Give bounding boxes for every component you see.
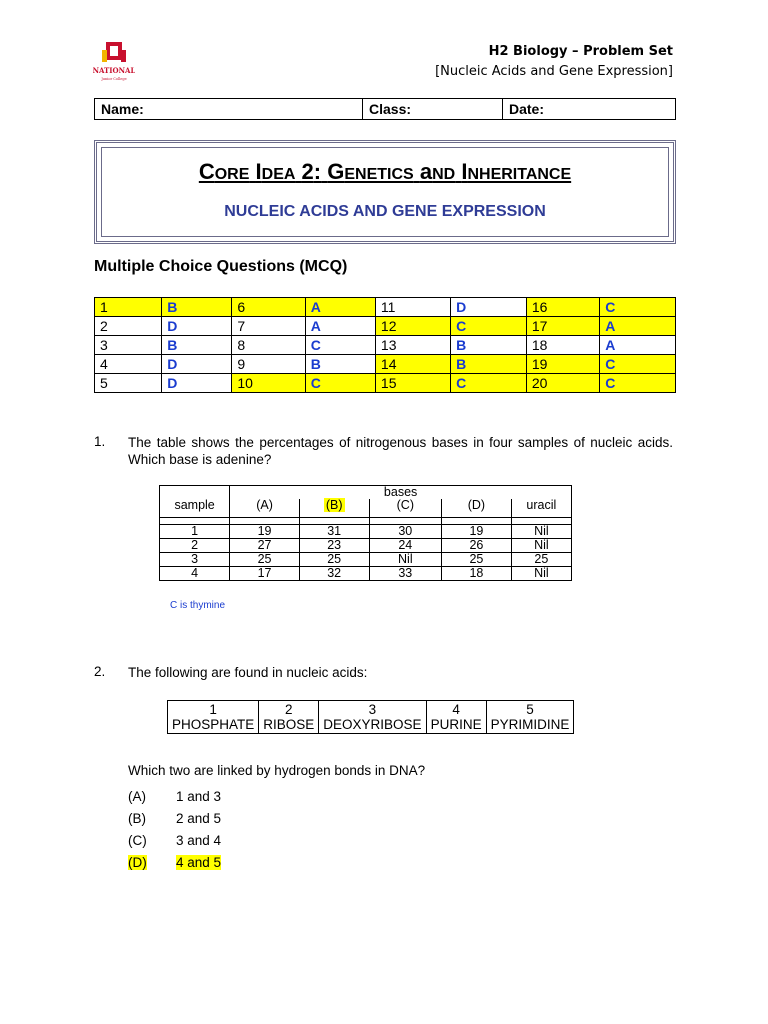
question-number-cell: 7: [232, 317, 305, 336]
answer-key-table: [94, 297, 676, 393]
answer-letter-cell: B: [162, 336, 232, 355]
core-idea-title: CORE IDEA 2: GENETICS aND INHERITANCE: [198, 159, 572, 184]
part-label: DEOXYRIBOSE: [323, 717, 422, 732]
handwritten-note: C is thymine: [170, 600, 226, 611]
part-number: 4: [452, 702, 460, 717]
answer-letter-cell: D: [451, 298, 527, 317]
bases-cell: Nil: [369, 553, 442, 567]
option-text: 4 and 5: [176, 855, 222, 870]
answer-letter-cell: B: [451, 336, 527, 355]
bases-column-header: (D): [442, 499, 512, 518]
answer-letter-cell: B: [305, 355, 375, 374]
bases-cell: 25: [511, 553, 571, 567]
part-number: 2: [285, 702, 293, 717]
part-label: RIBOSE: [263, 717, 315, 732]
bases-cell: 17: [230, 567, 300, 581]
question-number-cell: 19: [526, 355, 599, 374]
bases-cell: 27: [230, 539, 300, 553]
answer-key-row: [95, 336, 676, 355]
answer-key-row: [95, 317, 676, 336]
bases-cell: 25: [442, 553, 512, 567]
part-number: 3: [368, 702, 377, 717]
answer-letter-cell: D: [162, 374, 232, 393]
bases-cell: 30: [369, 525, 442, 539]
part-label: PYRIMIDINE: [490, 717, 570, 732]
answer-letter-cell: C: [305, 336, 375, 355]
question-number-cell: 16: [526, 298, 599, 317]
option-key: (B): [128, 811, 146, 826]
question-2-text: The following are found in nucleic acids:: [128, 665, 368, 680]
name-field: Name:: [95, 99, 363, 120]
highlighted-answer: (B): [325, 498, 343, 512]
answer-letter-cell: C: [305, 374, 375, 393]
nucleic-part-cell: [319, 701, 426, 734]
part-number: 5: [526, 702, 534, 717]
bases-cell: 4: [160, 567, 230, 581]
bases-column-header: (A): [230, 499, 300, 518]
bases-cell: 23: [299, 539, 369, 553]
question-number-cell: 9: [232, 355, 305, 374]
nucleic-part-cell: [259, 701, 319, 734]
bases-cell: 33: [369, 567, 442, 581]
class-field: Class:: [363, 99, 503, 120]
bases-row: [160, 567, 572, 581]
part-label: PURINE: [430, 717, 482, 732]
option-key: (D): [128, 855, 147, 870]
nucleic-part-cell: [426, 701, 486, 734]
answer-letter-cell: B: [451, 355, 527, 374]
date-field: Date:: [503, 99, 676, 120]
bases-column-header: (C): [369, 499, 442, 518]
part-label: PHOSPHATE: [172, 717, 255, 732]
bases-cell: Nil: [511, 539, 571, 553]
question-number-cell: 13: [375, 336, 450, 355]
bases-cell: 3: [160, 553, 230, 567]
bases-column-header: uracil: [511, 499, 571, 518]
question-number-cell: 8: [232, 336, 305, 355]
question-number-cell: 11: [375, 298, 450, 317]
bases-cell: Nil: [511, 525, 571, 539]
answer-letter-cell: C: [600, 298, 676, 317]
answer-letter-cell: C: [451, 317, 527, 336]
question-number-cell: 15: [375, 374, 450, 393]
problem-set-topic: [Nucleic Acids and Gene Expression]: [435, 64, 673, 79]
bases-column-header: [299, 499, 369, 518]
nucleic-part-cell: [168, 701, 259, 734]
question-number-cell: 6: [232, 298, 305, 317]
chapter-subtitle: NUCLEIC ACIDS AND GENE EXPRESSION: [224, 203, 546, 220]
question-number-cell: 4: [95, 355, 162, 374]
bases-cell: Nil: [511, 567, 571, 581]
bases-cell: 24: [369, 539, 442, 553]
logo-text: NATIONAL: [93, 66, 135, 75]
answer-key-row: [95, 355, 676, 374]
bases-cell: 18: [442, 567, 512, 581]
question-number-cell: 10: [232, 374, 305, 393]
course-title: H2 Biology – Problem Set: [488, 44, 673, 59]
question-number-cell: 17: [526, 317, 599, 336]
bases-row: [160, 525, 572, 539]
nucleic-parts-table: [167, 700, 574, 734]
answer-letter-cell: D: [162, 317, 232, 336]
answer-letter-cell: A: [600, 317, 676, 336]
document-header: [435, 42, 673, 82]
bases-table: [159, 485, 572, 581]
question-2-number: 2.: [94, 664, 106, 679]
nucleic-part-cell: [486, 701, 574, 734]
bases-cell: 2: [160, 539, 230, 553]
bases-row: [160, 553, 572, 567]
question-number-cell: 18: [526, 336, 599, 355]
bases-cell: 31: [299, 525, 369, 539]
question-number-cell: 5: [95, 374, 162, 393]
option-text: 3 and 4: [176, 833, 222, 848]
svg-text:Junior College: Junior College: [101, 77, 127, 81]
option-key: (C): [128, 833, 147, 848]
bases-cell: 25: [299, 553, 369, 567]
answer-key-row: [95, 298, 676, 317]
mcq-heading: Multiple Choice Questions (MCQ): [94, 258, 348, 275]
question-number-cell: 2: [95, 317, 162, 336]
option-key: (A): [128, 789, 146, 804]
bases-group-header: bases: [230, 486, 572, 500]
school-logo: [93, 40, 135, 82]
bases-cell: 32: [299, 567, 369, 581]
option-text: 1 and 3: [176, 789, 222, 804]
answer-letter-cell: A: [305, 317, 375, 336]
answer-letter-cell: B: [162, 298, 232, 317]
option-text: 2 and 5: [176, 811, 222, 826]
answer-letter-cell: C: [600, 374, 676, 393]
answer-key-row: [95, 374, 676, 393]
bases-cell: 1: [160, 525, 230, 539]
answer-letter-cell: C: [451, 374, 527, 393]
question-1-number: 1.: [94, 434, 106, 449]
part-number: 1: [209, 702, 217, 717]
title-box: [94, 140, 676, 244]
question-number-cell: 20: [526, 374, 599, 393]
student-info-table: [94, 98, 676, 120]
answer-letter-cell: D: [162, 355, 232, 374]
question-number-cell: 14: [375, 355, 450, 374]
question-number-cell: 1: [95, 298, 162, 317]
bases-cell: 19: [230, 525, 300, 539]
bases-row: [160, 539, 572, 553]
answer-letter-cell: A: [600, 336, 676, 355]
bases-cell: 25: [230, 553, 300, 567]
answer-letter-cell: C: [600, 355, 676, 374]
question-number-cell: 3: [95, 336, 162, 355]
question-number-cell: 12: [375, 317, 450, 336]
answer-letter-cell: A: [305, 298, 375, 317]
bases-cell: 19: [442, 525, 512, 539]
question-1-text: The table shows the percentages of nitrogenous bases in four samples of nucleic acids. Which base is adenine?: [128, 435, 673, 467]
bases-cell: 26: [442, 539, 512, 553]
question-2-prompt: Which two are linked by hydrogen bonds in DNA?: [128, 763, 426, 778]
bases-column-header: sample: [160, 499, 230, 518]
